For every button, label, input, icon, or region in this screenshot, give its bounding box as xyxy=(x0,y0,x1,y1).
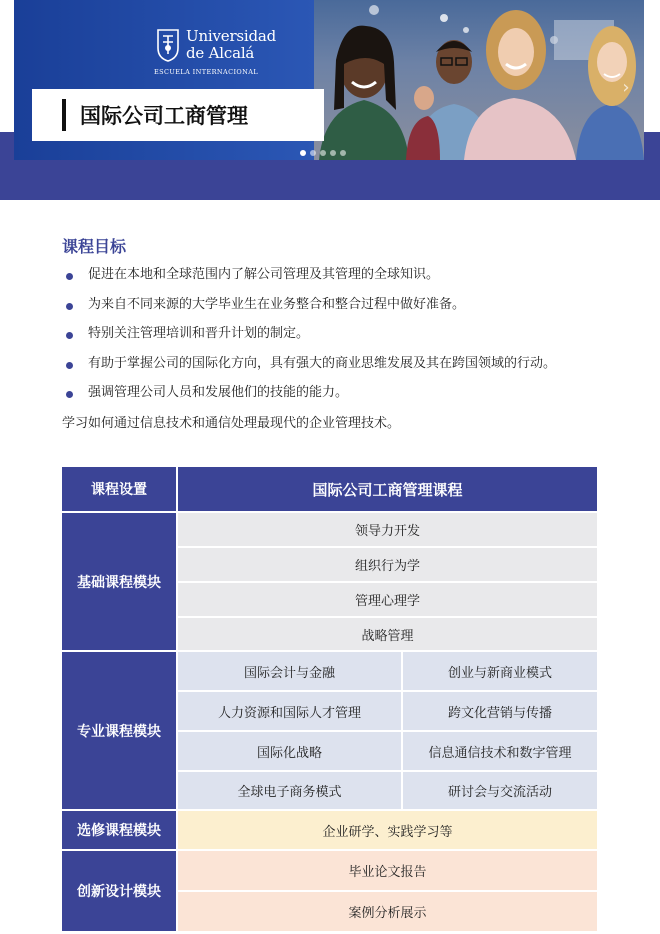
course-cell: 国际会计与金融 xyxy=(178,652,401,690)
carousel-dots xyxy=(300,150,346,156)
crest-icon xyxy=(154,28,182,62)
carousel-dot-2[interactable] xyxy=(310,150,316,156)
logo-name: Universidad de Alcalá xyxy=(186,27,277,62)
goal-text: 特别关注管理培训和晋升计划的制定。 xyxy=(88,326,310,341)
goal-text: 为来自不同来源的大学毕业生在业务整合和整合过程中做好准备。 xyxy=(88,296,466,312)
carousel-dot-1[interactable] xyxy=(300,150,306,156)
course-cell: 战略管理 xyxy=(178,618,597,650)
university-logo xyxy=(154,26,294,80)
module-label-innovation: 创新设计模块 xyxy=(62,851,176,931)
banner-title-box xyxy=(32,89,324,141)
bullet-icon xyxy=(66,391,73,398)
carousel-dot-5[interactable] xyxy=(340,150,346,156)
bullet-icon xyxy=(66,273,73,280)
students-photo xyxy=(314,0,644,160)
goal-text: 促进在本地和全球范围内了解公司管理及其管理的全球知识。 xyxy=(88,267,440,282)
hero-banner xyxy=(14,0,644,160)
students-photo-illustration xyxy=(314,0,644,160)
bullet-icon xyxy=(66,362,73,369)
course-cell: 领导力开发 xyxy=(178,513,597,546)
goal-text: 有助于掌握公司的国际化方向，具有强大的商业思维发展及其在跨国领域的行动。 xyxy=(88,355,557,371)
table-header-program: 国际公司工商管理课程 xyxy=(178,467,597,511)
module-label-elective: 选修课程模块 xyxy=(62,811,176,849)
bullet-icon xyxy=(66,303,73,310)
goal-text: 强调管理公司人员和发展他们的技能的能力。 xyxy=(88,385,349,400)
goal-item xyxy=(62,382,622,412)
bullet-icon xyxy=(66,332,73,339)
page-title: 国际公司工商管理 xyxy=(80,104,248,128)
goal-item xyxy=(62,353,622,383)
course-cell: 管理心理学 xyxy=(178,583,597,616)
course-cell: 跨文化营销与传播 xyxy=(403,692,597,730)
course-cell: 创业与新商业模式 xyxy=(403,652,597,690)
goal-item xyxy=(62,264,622,294)
module-label-basic: 基础课程模块 xyxy=(62,513,176,650)
course-cell: 研讨会与交流活动 xyxy=(403,772,597,809)
course-cell: 国际化战略 xyxy=(178,732,401,770)
course-cell: 信息通信技术和数字管理 xyxy=(403,732,597,770)
chevron-right-icon[interactable]: › xyxy=(622,77,630,98)
goals-list xyxy=(62,264,622,412)
goal-item xyxy=(62,294,622,324)
course-cell: 组织行为学 xyxy=(178,548,597,581)
course-cell: 全球电子商务模式 xyxy=(178,772,401,809)
course-cell: 案例分析展示 xyxy=(178,892,597,931)
module-label-professional: 专业课程模块 xyxy=(62,652,176,809)
course-cell: 企业研学、实践学习等 xyxy=(178,811,597,849)
course-cell: 毕业论文报告 xyxy=(178,851,597,890)
goals-summary: 学习如何通过信息技术和通信处理最现代的企业管理技术。 xyxy=(62,416,401,431)
goal-item xyxy=(62,323,622,353)
carousel-dot-4[interactable] xyxy=(330,150,336,156)
table-header-setting: 课程设置 xyxy=(62,467,176,511)
logo-subtitle: ESCUELA INTERNACIONAL xyxy=(154,68,259,76)
title-accent-bar xyxy=(62,99,66,131)
course-cell: 人力资源和国际人才管理 xyxy=(178,692,401,730)
section-heading-goals: 课程目标 xyxy=(62,237,127,256)
carousel-dot-3[interactable] xyxy=(320,150,326,156)
